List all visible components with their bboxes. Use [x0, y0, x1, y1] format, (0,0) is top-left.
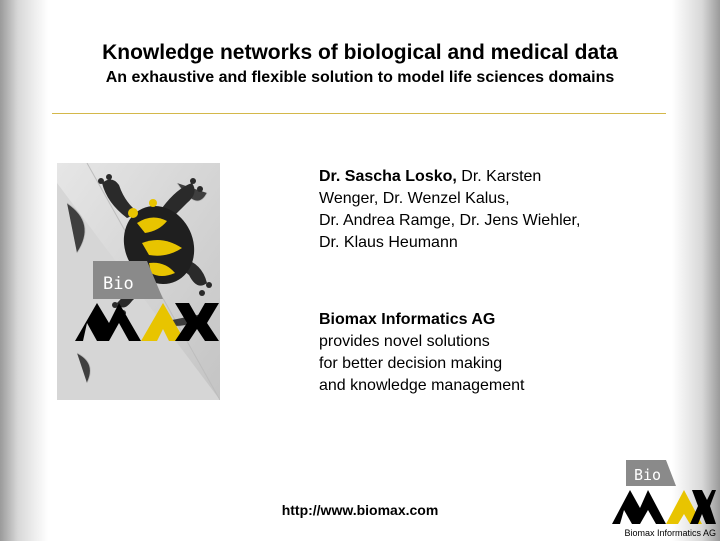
author-line: Wenger, Dr. Wenzel Kalus,	[319, 190, 510, 207]
page-title: Knowledge networks of biological and medical data	[102, 41, 618, 64]
website-link[interactable]: http://www.biomax.com	[281, 502, 439, 518]
company-block	[319, 309, 659, 397]
author-list	[319, 166, 659, 254]
company-line: for better decision making	[319, 355, 503, 372]
lead-author: Dr. Sascha Losko,	[319, 168, 457, 185]
corner-logo-caption: Biomax Informatics AG	[624, 528, 716, 538]
corner-logo-bio-text: Bio	[634, 466, 662, 484]
company-line: provides novel solutions	[319, 333, 490, 350]
biomax-corner-logo	[610, 460, 716, 528]
title-divider	[52, 113, 666, 114]
author-line: Dr. Karsten	[456, 168, 542, 185]
logo-bio-text: Bio	[103, 274, 134, 294]
company-name: Biomax Informatics AG	[319, 311, 496, 328]
author-line: Dr. Andrea Ramge, Dr. Jens Wiehler,	[319, 212, 581, 229]
frog-logo-image	[57, 163, 220, 400]
page-subtitle: An exhaustive and flexible solution to model life sciences domains	[105, 69, 615, 86]
company-line: and knowledge management	[319, 377, 525, 394]
author-line: Dr. Klaus Heumann	[319, 234, 458, 251]
